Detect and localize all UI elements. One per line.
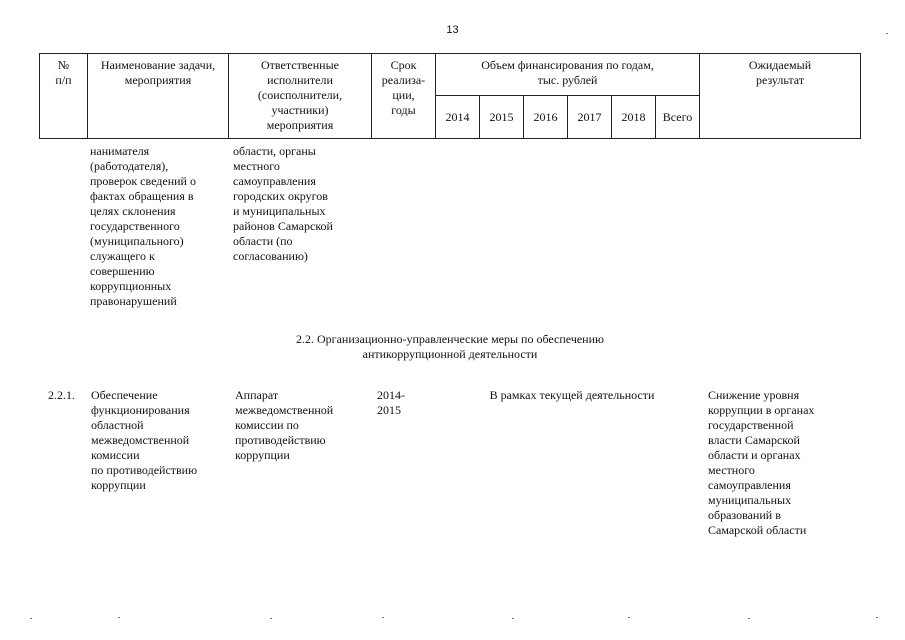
scan-speck	[886, 33, 888, 34]
row-task-text: Обеспечение функционирования областной межведомственной комиссии по противодействию коррупции	[91, 388, 198, 492]
header-financing: Объем финансирования по годам, тыс. рублей	[436, 54, 700, 96]
header-year-2018: 2018	[612, 96, 656, 139]
header-total: Всего	[656, 96, 700, 139]
row-result-text: Снижение уровня коррупции в органах государственной власти Самарской области и органах местного самоуправления муниципальных образований в Самарской области	[708, 388, 815, 537]
table-header	[39, 53, 861, 139]
scan-speck	[30, 618, 32, 619]
header-result: Ожидаемый результат	[700, 54, 861, 139]
header-responsible: Ответственные исполнители (соисполнители, участники) мероприятия	[229, 54, 372, 139]
header-year-2017: 2017	[568, 96, 612, 139]
scan-speck	[270, 618, 272, 619]
row-responsible-text: Аппарат межведомственной комиссии по противодействию коррупции	[235, 388, 334, 462]
scan-speck	[628, 617, 630, 618]
header-year-2015: 2015	[480, 96, 524, 139]
scan-speck	[748, 618, 750, 619]
scan-speck	[876, 617, 878, 618]
header-year-2014: 2014	[436, 96, 480, 139]
page-number: 13	[446, 24, 459, 36]
row-number: 2.2.1.	[48, 388, 75, 402]
continued-responsible-text: области, органы местного самоуправления городских округов и муниципальных районов Самарской области (по согласованию)	[233, 144, 333, 263]
header-num: № п/п	[40, 54, 88, 139]
continued-task-text: нанимателя (работодателя), проверок сведений о фактах обращения в целях склонения государственного (муниципального) служащего к совершению коррупционных правонарушений	[90, 144, 196, 308]
row-financing-text: В рамках текущей деятельности	[489, 388, 655, 402]
scan-speck	[512, 618, 514, 619]
scan-speck	[382, 617, 384, 618]
header-year-2016: 2016	[524, 96, 568, 139]
header-task: Наименование задачи, мероприятия	[88, 54, 229, 139]
section-title: 2.2. Организационно-управленческие меры по обеспечению антикоррупционной деятельности	[296, 332, 604, 361]
row-term-text: 2014- 2015	[377, 388, 405, 417]
header-term: Срок реализа- ции, годы	[372, 54, 436, 139]
scan-speck	[118, 617, 120, 618]
